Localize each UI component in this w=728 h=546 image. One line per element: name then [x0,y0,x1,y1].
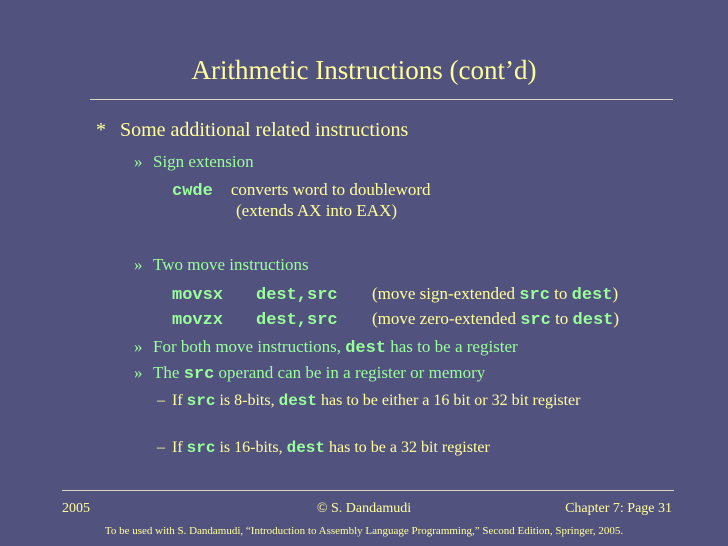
sub-code-src: src [186,392,216,410]
movsx-desc-src: src [519,286,550,305]
movsx-desc-close: ) [612,284,619,303]
bullet-marker: » [134,363,143,382]
sub-text-pre: If [172,439,187,456]
sub-item-16bit [157,439,672,457]
bullet-text-post: has to be a register [386,337,518,356]
movzx-args: dest,src [256,311,338,330]
bullet-text: Two move instructions [153,255,309,274]
movsx-line [172,284,618,305]
sub-code-src: src [186,439,216,457]
movsx-desc-to: to [549,284,572,303]
bullet-marker: * [96,119,106,141]
footer-year: 2005 [62,501,90,516]
bullet-text: Some additional related instructions [120,119,409,141]
bullet-marker: » [134,152,143,171]
sub-text-post: has to be either a 16 bit or 32 bit register [317,392,581,409]
bullet-src-operand [134,363,485,384]
footer-attribution: To be used with S. Dandamudi, “Introduction to Assembly Language Programming,” Second Edition, Springer, 2005. [104,525,624,537]
movsx-desc-open: (move sign-extended [372,284,520,303]
movzx-line [172,309,619,330]
sub-text-mid: is 16-bits, [215,439,287,456]
bullet-code-src: src [183,365,215,384]
cwde-description: converts word to doubleword [230,180,431,199]
bullet-text-pre: For both move instructions, [153,337,346,356]
movzx-desc-to: to [550,309,573,328]
cwde-description-2: (extends AX into EAX) [236,201,398,220]
cwde-line [172,180,431,201]
bullet-text-pre: The [153,363,184,382]
footer-author: © S. Dandamudi [316,501,412,516]
slide-title: Arithmetic Instructions (cont’d) [191,55,537,85]
bullet-additional-instructions [96,119,408,142]
bullet-sign-extension [134,152,254,172]
movzx-desc-src: src [520,311,551,330]
sub-code-dest: dest [286,439,325,457]
bullet-text: Sign extension [153,152,254,171]
sub-text-pre: If [172,392,187,409]
sub-item-8bit [157,392,672,410]
title-divider [90,99,673,100]
dash-marker: – [157,392,165,409]
footer-page: Chapter 7: Page 31 [565,501,672,516]
bullet-marker: » [134,255,143,274]
cwde-instruction: cwde [172,182,213,201]
movsx-op: movsx [172,286,224,305]
footer-divider [62,490,674,491]
movsx-desc-dest: dest [571,286,613,305]
movzx-desc-dest: dest [572,311,614,330]
bullet-text-post: operand can be in a register or memory [214,363,486,382]
bullet-both-move [134,337,518,358]
sub-code-dest: dest [278,392,317,410]
bullet-two-move-instructions [134,255,309,275]
sub-text-mid: is 8-bits, [215,392,279,409]
movzx-desc-close: ) [613,309,620,328]
sub-text-post: has to be a 32 bit register [325,439,490,456]
movsx-args: dest,src [256,286,338,305]
dash-marker: – [157,439,165,456]
bullet-code-dest: dest [345,339,387,358]
movzx-op: movzx [172,311,224,330]
bullet-marker: » [134,337,143,356]
movzx-desc-open: (move zero-extended [372,309,521,328]
